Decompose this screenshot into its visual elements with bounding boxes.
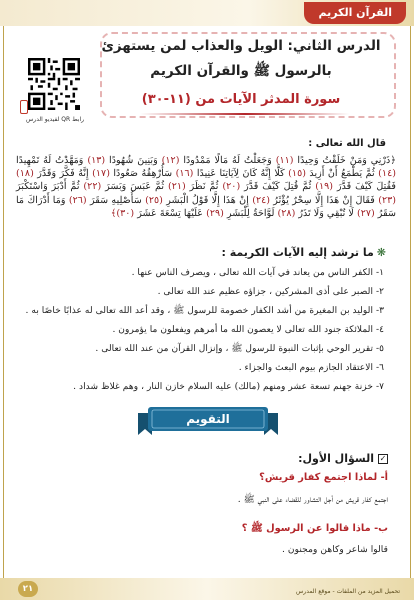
verse-number: (١٦) bbox=[175, 168, 194, 180]
checkbox-icon: ✓ bbox=[379, 454, 387, 463]
question-b: ب- ماذا قالوا عن الرسول ﷺ ؟ bbox=[241, 523, 388, 534]
qr-caption: رابط QR لفيديو الدرس bbox=[25, 116, 85, 123]
footer-publisher: تحميل المزيد من الملفات - موقع المدرس bbox=[295, 588, 400, 595]
verse-text: لَا تُبْقِي وَلَا تَذَرُ bbox=[295, 207, 354, 219]
footer-bar bbox=[0, 578, 414, 600]
page-number: ٢١ bbox=[18, 581, 38, 597]
verse-number: (٢٠) bbox=[222, 181, 241, 193]
subject-tab: القرآن الكريم bbox=[304, 2, 406, 24]
verse-text: إِنَّهُ فَكَّرَ وَقَدَّرَ bbox=[33, 168, 89, 180]
verse-number: (١٢) bbox=[161, 155, 180, 166]
qr-code[interactable] bbox=[28, 58, 80, 114]
verse-number: (١٤) bbox=[378, 168, 396, 180]
verse-number: (١٨) bbox=[16, 168, 34, 180]
question-heading bbox=[298, 452, 388, 465]
verse-number: (١٩) bbox=[315, 181, 334, 193]
title-underline-ornament bbox=[140, 113, 350, 115]
verse-number: (٢٢) bbox=[83, 181, 102, 193]
verse-text: ثُمَّ عَبَسَ وَبَسَرَ bbox=[101, 181, 165, 193]
verse-text: كَلَّا إِنَّهُ كَانَ لِآيَاتِنَا عَنِيدًا bbox=[193, 168, 285, 180]
verse-number: (٢٩) bbox=[206, 207, 224, 219]
verse-number: (١١) bbox=[275, 155, 294, 166]
answer-b: قالوا شاعر وكاهن ومجنون . bbox=[282, 544, 388, 555]
verse-number: (١٥) bbox=[288, 168, 306, 180]
list-item: ٧- خزنة جهنم تسعة عشر ومنهم (مالك) عليه السلام خازن النار ، وهم غلاظ شداد . bbox=[73, 381, 384, 392]
verse-text: ﴿ذَرْنِي وَمَنْ خَلَقْتُ وَحِيدًا bbox=[293, 155, 396, 166]
verse-number: (١٣) bbox=[87, 155, 106, 166]
verse-text: ثُمَّ قُتِلَ كَيْفَ قَدَّرَ bbox=[240, 181, 312, 193]
verse-number: (٢٣) bbox=[378, 194, 396, 206]
verse-text: إِنْ هَذَا إِلَّا قَوْلُ الْبَشَرِ bbox=[162, 194, 249, 206]
gear-bullet-icon: ❋ bbox=[376, 246, 386, 259]
phone-icon bbox=[20, 100, 28, 114]
verse-text: وَبَنِينَ شُهُودًا bbox=[105, 155, 158, 166]
verse-number: (٢٤) bbox=[252, 194, 270, 206]
verse-number: (٣٠)﴾ bbox=[110, 207, 135, 219]
verse-text: سَأُرْهِقُهُ صَعُودًا bbox=[109, 168, 173, 180]
verse-number: (٢٧) bbox=[356, 207, 375, 219]
list-item: ٢- الصبر على أذى المشركين ، جزاؤه عظيم عند الله تعالى . bbox=[157, 286, 384, 297]
question-heading-text: السؤال الأول: bbox=[298, 452, 374, 465]
verse-text: سَأُصْلِيهِ سَقَرَ bbox=[86, 194, 142, 206]
verse-number: (٢١) bbox=[167, 181, 186, 193]
verse-number: (٢٨) bbox=[277, 207, 296, 219]
list-item: ٤- الملائكة جنود الله تعالى لا يعصون الله ما أمرهم ويفعلون ما يؤمرون . bbox=[112, 324, 384, 335]
list-item: ٣- الوليد بن المغيرة من أشد الكفار خصومة للرسول ﷺ ، وقد أعد الله تعالى له عذابًا خاصًا به . bbox=[25, 305, 384, 316]
verse-number: (٢٥) bbox=[145, 194, 163, 206]
evaluation-ribbon bbox=[138, 405, 278, 437]
verse-text: عَلَيْهَا تِسْعَةَ عَشَرَ bbox=[134, 207, 204, 219]
verse-number: (٢٦) bbox=[68, 194, 87, 206]
verse-text: وَجَعَلْتُ لَهُ مَالًا مَمْدُودًا bbox=[179, 155, 272, 166]
list-item: ٥- تقرير الوحي بإثبات النبوة للرسول ﷺ ، وإنزال القرآن من عند الله تعالى . bbox=[95, 343, 384, 354]
verse-text: لَوَّاحَةٌ لِلْبَشَرِ bbox=[223, 207, 275, 219]
verses-intro: قال الله تعالى : bbox=[308, 138, 386, 149]
qr-code-icon bbox=[28, 58, 80, 110]
guidance-list bbox=[24, 266, 384, 399]
surah-range-title: سورة المدثر الآيات من (١١-٣٠) bbox=[141, 92, 341, 107]
verse-text: وَمَهَّدْتُ لَهُ تَمْهِيدًا bbox=[16, 155, 84, 166]
evaluation-label: التقويم bbox=[186, 412, 230, 426]
verse-number: (١٧) bbox=[92, 168, 110, 180]
list-item: ٦- الاعتقاد الجازم بيوم البعث والجزاء . bbox=[238, 362, 384, 373]
verse-text: ثُمَّ يَطْمَعُ أَنْ أَزِيدَ bbox=[305, 168, 375, 180]
quran-verses bbox=[16, 154, 396, 220]
verse-text: ثُمَّ أَدْبَرَ وَاسْتَكْبَرَ bbox=[16, 181, 80, 193]
guidance-heading bbox=[221, 246, 386, 259]
verse-text: وَمَا أَدْرَاكَ مَا سَقَرُ bbox=[16, 194, 396, 219]
lesson-title-continued: بالرسول ﷺ والقرآن الكريم bbox=[150, 63, 332, 79]
question-a: أ- لماذا اجتمع كفار قريش؟ bbox=[259, 472, 388, 483]
verse-text: فَقُتِلَ كَيْفَ قَدَّرَ bbox=[333, 181, 397, 193]
lesson-title: الدرس الثاني: الويل والعذاب لمن يستهزئ bbox=[101, 38, 381, 54]
guidance-heading-text: ما ترشد إليه الآيات الكريمة : bbox=[221, 246, 374, 259]
list-item: ١- الكفر الناس من يعاند في آيات الله تعالى ، ويصرف الناس عنها . bbox=[131, 267, 384, 278]
verse-text: فَقَالَ إِنْ هَذَا إِلَّا سِحْرٌ يُؤْثَرُ bbox=[270, 194, 375, 206]
top-banner bbox=[0, 0, 414, 26]
verse-text: ثُمَّ نَظَرَ bbox=[185, 181, 219, 193]
answer-a: اجتمع كفار قريش من أجل التشاور للقضاء على النبي ﷺ . bbox=[237, 494, 388, 505]
